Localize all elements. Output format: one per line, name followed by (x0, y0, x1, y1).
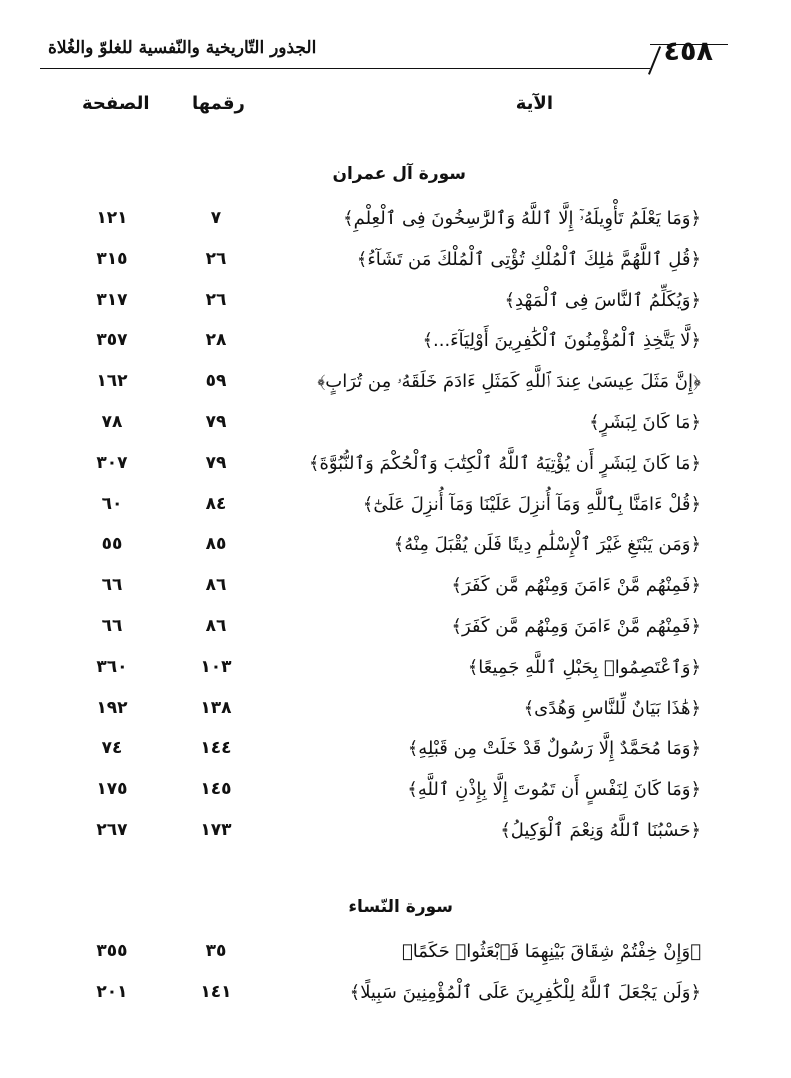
page-reference: ٥٥ (101, 534, 123, 555)
ayah-text: ﴿وَٱعْتَصِمُوا۟ بِحَبْلِ ٱللَّهِ جَمِيعًا﴾ (467, 656, 701, 678)
page-reference: ٦٦ (101, 575, 123, 596)
ayah-text: ﴿فَمِنْهُم مَّنْ ءَامَنَ وَمِنْهُم مَّن كَفَرَ﴾ (451, 616, 701, 637)
ayah-text: ﴿فَمِنْهُم مَّنْ ءَامَنَ وَمِنْهُم مَّن كَفَرَ﴾ (451, 575, 701, 597)
header-slant-divider (648, 46, 661, 75)
surah-title: سورة آل عمران (332, 164, 466, 184)
ayah-number: ١٠٣ (200, 656, 232, 677)
index-row (0, 657, 791, 693)
ayah-number: ١٤٥ (200, 779, 232, 800)
header-rule (40, 68, 650, 69)
index-row (0, 982, 791, 1018)
index-row (0, 820, 791, 856)
index-row (0, 330, 791, 366)
index-row (0, 779, 791, 815)
ayah-number: ٧ (210, 208, 222, 228)
index-row (0, 453, 791, 489)
ayah-text: ﴿وَيُكَلِّمُ ٱلنَّاسَ فِى ٱلْمَهْدِ﴾ (504, 289, 701, 311)
index-row (0, 534, 791, 570)
index-row (0, 738, 791, 774)
ayah-number: ١٧٣ (200, 820, 232, 840)
index-row (0, 494, 791, 530)
page-reference: ٣٥٧ (96, 330, 128, 351)
page-number: ٤٥٨ (663, 36, 713, 67)
page-reference: ١٧٥ (96, 779, 128, 800)
page-reference: ١٩٢ (96, 697, 128, 718)
ayah-number: ٢٦ (205, 248, 227, 269)
column-heading-ayah: الآية (515, 93, 553, 114)
ayah-number: ١٣٨ (200, 697, 232, 718)
index-row (0, 371, 791, 407)
ayah-text: ﴿وَمَا كَانَ لِنَفْسٍ أَن تَمُوتَ إِلَّا بِإِذْنِ ٱللَّهِ﴾ (407, 779, 701, 801)
ayah-number: ٥٩ (205, 371, 227, 392)
page-reference: ٦٦ (101, 616, 123, 636)
running-title: الجذور التّاريخية والنّفسية للغلوّ والغُلاة (48, 38, 317, 58)
page-reference: ٧٨ (101, 412, 123, 432)
ayah-text: ﴿قُلْ ءَامَنَّا بِٱللَّهِ وَمَآ أُنزِلَ عَلَيْنَا وَمَآ أُنزِلَ عَلَىٰٓ﴾ (362, 493, 701, 515)
ayah-text: ﴿وَمَا مُحَمَّدٌ إِلَّا رَسُولٌ قَدْ خَلَتْ مِن قَبْلِهِ﴾ (407, 738, 701, 760)
ayah-text: ﴿هَٰذَا بَيَانٌ لِّلنَّاسِ وَهُدًى﴾ (523, 697, 701, 719)
ayah-text: ﴿وَمَا يَعْلَمُ تَأْوِيلَهُۥٓ إِلَّا ٱللَّهُ وَٱلرَّٰسِخُونَ فِى ٱلْعِلْمِ﴾ (343, 208, 701, 229)
ayah-number: ١٤٤ (200, 738, 232, 759)
ayah-number: ٢٨ (205, 330, 227, 351)
ayah-text: ﴿حَسْبُنَا ٱللَّهُ وَنِعْمَ ٱلْوَكِيلُ﴾ (500, 820, 701, 841)
index-row (0, 616, 791, 652)
page-header (0, 0, 791, 80)
ayah-number: ٢٦ (205, 289, 227, 310)
page-reference: ٣٠٧ (96, 452, 128, 473)
ayah-number: ٣٥ (205, 941, 227, 961)
ayah-number: ٨٦ (205, 575, 227, 596)
index-row (0, 575, 791, 611)
ayah-text: ﴿مَا كَانَ لِبَشَرٍ﴾ (589, 412, 701, 433)
ayah-number: ٨٤ (205, 493, 227, 514)
ayah-number: ٧٩ (205, 452, 227, 473)
ayah-number: ٨٥ (205, 534, 227, 555)
index-row (0, 249, 791, 285)
page-number-rule (650, 44, 728, 45)
index-row (0, 412, 791, 448)
page-reference: ١٦٢ (96, 371, 128, 392)
index-row (0, 290, 791, 326)
surah-title: سورة النّساء (348, 897, 453, 917)
index-row (0, 698, 791, 734)
ayah-text: ﴿قُلِ ٱللَّهُمَّ مَٰلِكَ ٱلْمُلْكِ تُؤْتِى ٱلْمُلْكَ مَن تَشَآءُ﴾ (356, 248, 701, 270)
ayah-text: ﴿لَّا يَتَّخِذِ ٱلْمُؤْمِنُونَ ٱلْكَٰفِرِينَ أَوْلِيَآءَ...﴾ (422, 330, 701, 352)
page-reference: ٢٠١ (96, 981, 128, 1002)
ayah-number: ٨٦ (205, 616, 227, 636)
page-reference: ٣٥٥ (96, 941, 128, 961)
index-row (0, 208, 791, 244)
ayah-text: ﴿وَلَن يَجْعَلَ ٱللَّهُ لِلْكَٰفِرِينَ عَلَى ٱلْمُؤْمِنِينَ سَبِيلًا﴾ (349, 981, 701, 1003)
ayah-text: ﴿وَإِنْ خِفْتُمْ شِقَاقَ بَيْنِهِمَا فَٱبْعَثُوا۟ حَكَمًا﴾ (401, 941, 701, 962)
page-reference: ٦٠ (101, 493, 123, 514)
page-reference: ٣١٧ (96, 289, 128, 310)
ayah-text: ﴿مَا كَانَ لِبَشَرٍ أَن يُؤْتِيَهُ ٱللَّهُ ٱلْكِتَٰبَ وَٱلْحُكْمَ وَٱلنُّبُوَّةَ﴾ (308, 452, 701, 474)
page-reference: ١٢١ (96, 208, 128, 228)
ayah-text: ﴿وَمَن يَبْتَغِ غَيْرَ ٱلْإِسْلَٰمِ دِينًا فَلَن يُقْبَلَ مِنْهُ﴾ (393, 534, 701, 556)
column-headings (0, 93, 791, 123)
page-reference: ٧٤ (101, 738, 123, 759)
column-heading-page: الصفحة (82, 93, 150, 114)
page-reference: ٣٦٠ (96, 656, 128, 677)
ayah-number: ١٤١ (200, 981, 232, 1002)
ayah-text: ﴿إِنَّ مَثَلَ عِيسَىٰ عِندَ ٱللَّهِ كَمَثَلِ ءَادَمَ خَلَقَهُۥ مِن تُرَابٍ﴾ (317, 371, 701, 393)
column-heading-number: رقمها (192, 93, 245, 114)
ayah-number: ٧٩ (205, 412, 227, 432)
page-reference: ٢٦٧ (96, 820, 128, 840)
index-row (0, 941, 791, 977)
page-reference: ٣١٥ (96, 248, 128, 269)
